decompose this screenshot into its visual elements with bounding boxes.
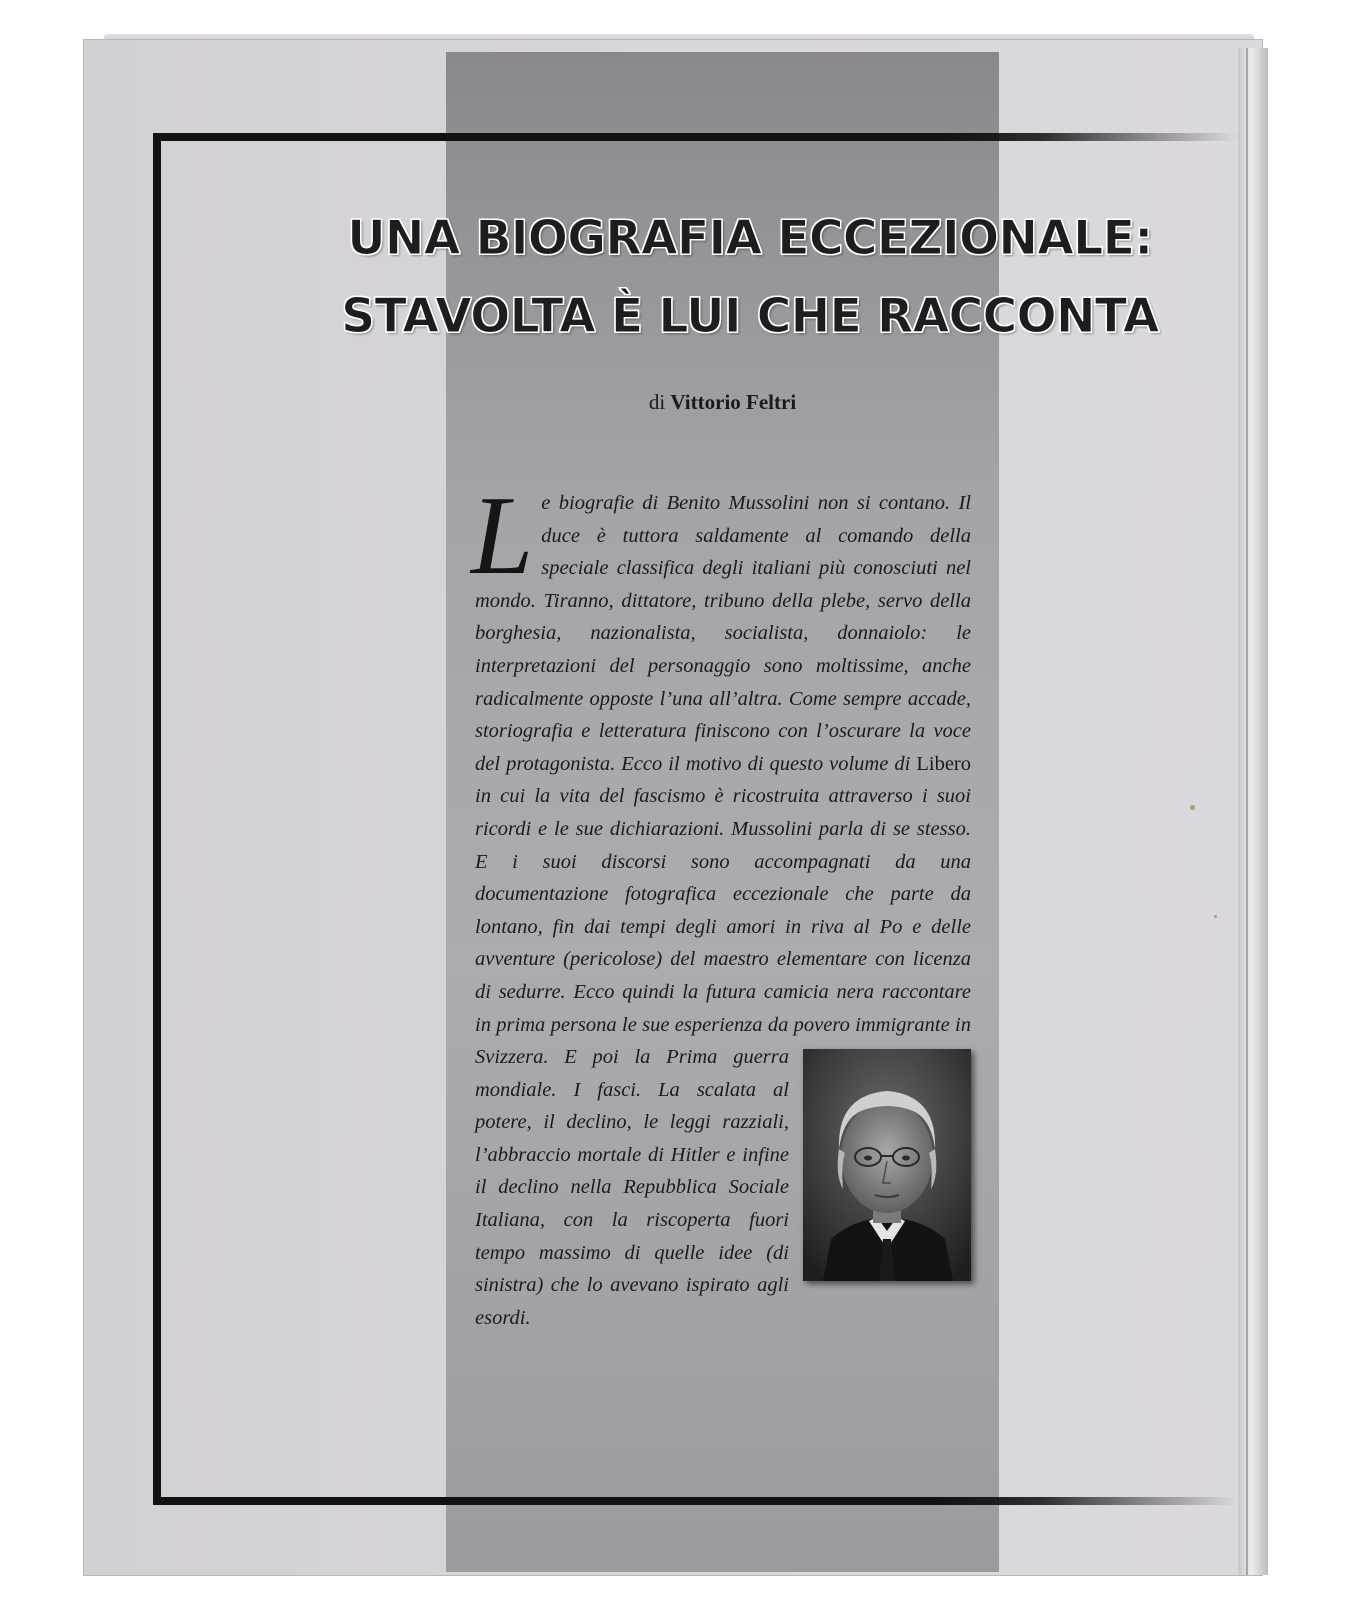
book-spine	[1238, 48, 1268, 1575]
headline	[300, 200, 1200, 356]
frame-top-border	[153, 133, 1238, 141]
stain-spot	[1214, 915, 1217, 918]
byline-prefix: di	[648, 390, 666, 414]
author-photo	[803, 1049, 971, 1281]
headline-line-1: UNA BIOGRAFIA ECCEZIONALE:	[347, 211, 1153, 266]
body-part-1: e biografie di Benito Mussolini non si contano. Il duce è tuttora saldamente al comando della speciale classifica degli italiani più conosciuti nel mondo. Tiranno, dittatore, tribuno della plebe, servo della borghesia, nazionalista, socialista, donnaiolo: le interpretazioni del personaggio sono moltissime, anche radicalmente opposte l’una all’altra. Come sempre accade, storiografia e letteratura finiscono con l’oscurare la voce del protagonista. Ecco il motivo di questo volume di	[475, 492, 971, 775]
byline	[446, 390, 999, 415]
body-text	[471, 474, 972, 1334]
byline-author: Vittorio Feltri	[670, 390, 797, 414]
body-part-2: in cui la vita del fascismo è ricostruita attraverso i suoi ricordi e le sue dichiarazioni. Mussolini parla di se stesso. E i suoi discorsi sono accompagnati da una documentazione fotografica eccezionale che parte da lontano, fin dai tempi degli amori in riva al Po e delle avventure (pericolose) del maestro elementare con licenza di sedurre. Ecco quindi la futura camicia nera raccontare in prima persona le sue esperienza da povero immigrante in Svizzera. E poi la Prima guerra	[475, 785, 971, 1069]
frame-bottom-border	[153, 1497, 1238, 1505]
drop-cap: L	[471, 474, 534, 598]
stain-spot	[1190, 805, 1195, 810]
headline-line-2: STAVOLTA È LUI CHE RACCONTA	[341, 289, 1159, 344]
publication-name: Libero	[916, 752, 972, 775]
frame-left-border	[153, 133, 161, 1505]
portrait-image	[803, 1049, 971, 1281]
body-part-3: mondiale. I fasci. La scalata al potere, il declino, le leggi razziali, l’abbraccio mortale di Hitler e infine il declino nella Repubblica Sociale Italiana, con la riscoperta fuori tempo massimo di quelle idee (di sinistra) che lo avevano ispirato agli esordi.	[475, 1078, 789, 1329]
